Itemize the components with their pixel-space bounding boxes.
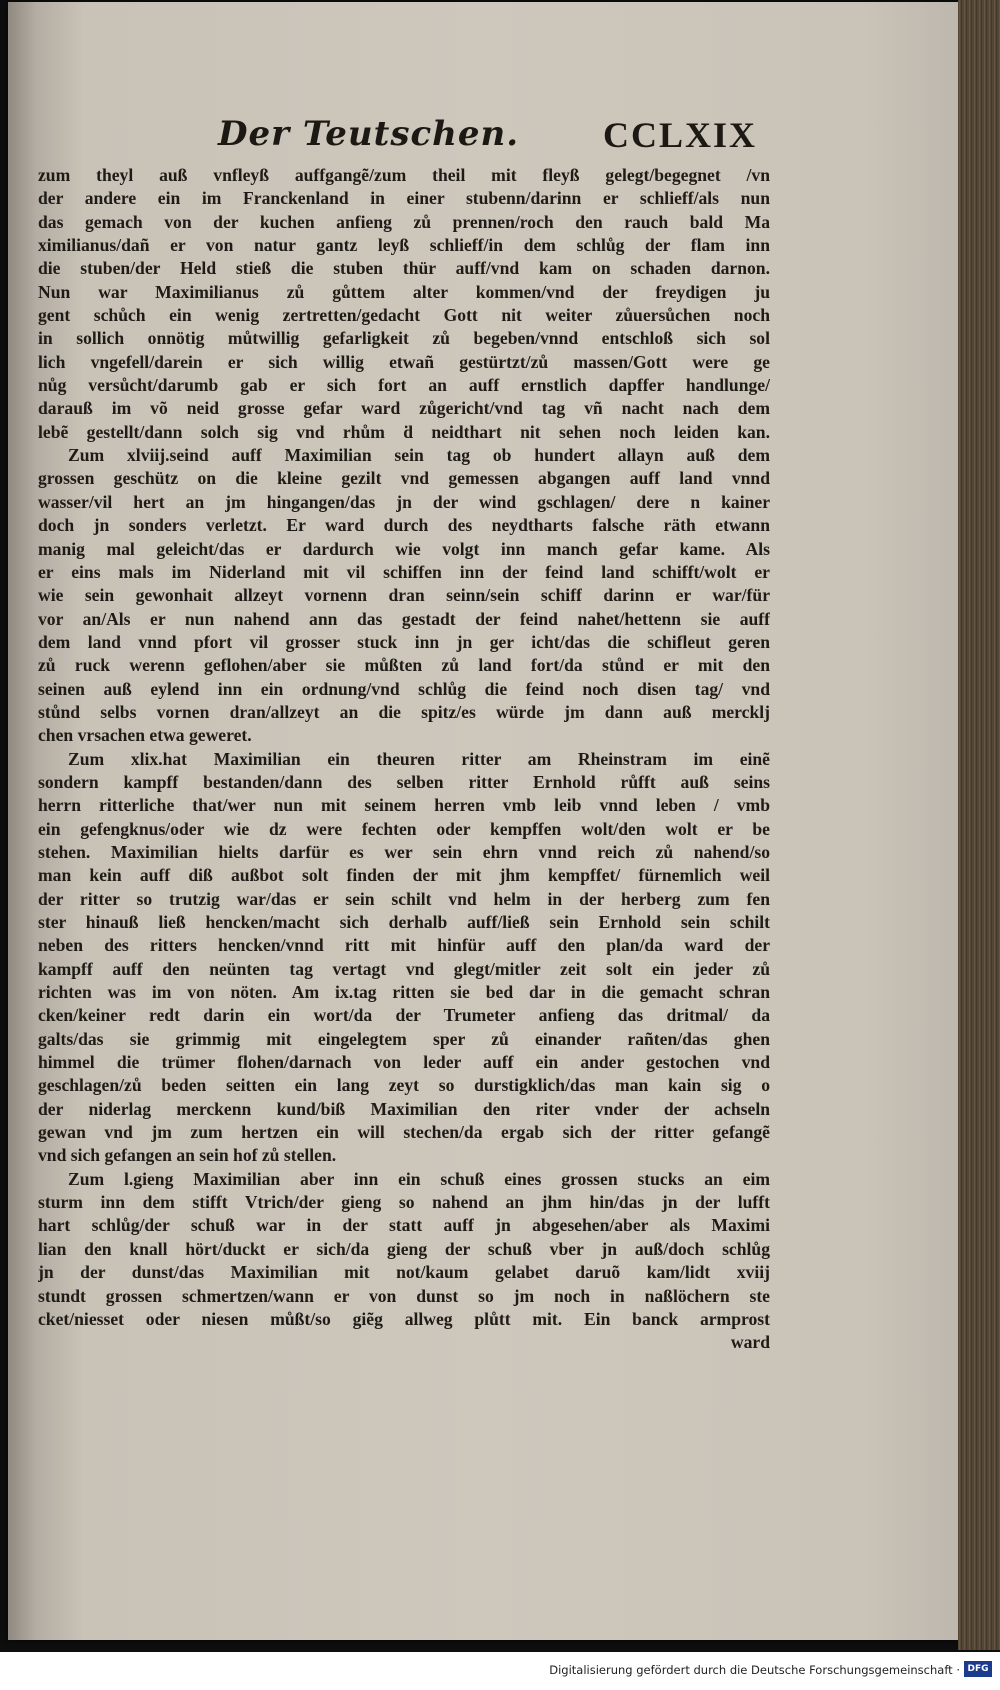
book-page — [8, 2, 958, 1640]
text-line: das gemach von der kuchen anfieng zů prennen/roch den rauch bald Ma — [38, 211, 770, 232]
text-line: grossen geschütz on die kleine gezilt vnd gemessen abgangen auff land vnnd — [38, 468, 770, 489]
text-line: nůg versůcht/darumb gab er sich fort an auff ernstlich dapffer handlunge/ — [38, 375, 770, 396]
text-line: kampff auff den neünten tag vertagt vnd glegt/mitler zeit solt ein jeder zů — [38, 958, 770, 979]
text-line: der ritter so trutzig war/das er sein schilt vnd helm in der herberg zum fen — [38, 888, 770, 909]
text-line: ximilianus/dañ er von natur gantz leyß schlieff/in dem schlůg der flam inn — [38, 235, 770, 256]
text-line: vnd sich gefangen an sein hof zů stellen. — [38, 1145, 337, 1166]
book-edge — [958, 0, 1000, 1650]
folio-number: CCLXIX — [603, 115, 758, 155]
text-line: neben des ritters hencken/vnnd ritt mit hinfür auff den plan/da ward der — [38, 935, 770, 956]
text-line: gewan vnd jm zum hertzen ein will stechen/da ergab sich der ritter gefangẽ — [38, 1122, 770, 1143]
text-line: richten was im von nöten. Am ix.tag ritten sie bed dar in die gemacht schran — [38, 982, 770, 1003]
footer-bar — [0, 1652, 1000, 1690]
text-line: geschlagen/zů beden seitten ein lang zeyt so durstigklich/das man kain sig o — [38, 1075, 770, 1096]
text-line: sturm inn dem stifft Vtrich/der gieng so nahend an jhm hin/das jn der lufft — [38, 1192, 770, 1213]
text-line: stůnd selbs vornen dran/allzeyt an die spitz/es würde jm dann auß mercklj — [38, 701, 770, 722]
footer-credit: Digitalisierung gefördert durch die Deutsche Forschungsgemeinschaft · — [549, 1663, 960, 1677]
text-line: herrn ritterliche that/wer nun mit seinem herren vmb leib vnnd leben / vmb — [38, 795, 770, 816]
text-line: Zum xlix.hat Maximilian ein theuren ritter am Rheinstram im einẽ — [68, 748, 770, 769]
text-line: seinen auß eylend inn ein ordnung/vnd schlůg die feind noch disen tag/ vnd — [38, 678, 770, 699]
text-line: dem land vnnd pfort vil grosser stuck inn jn ger icht/das die schifleut geren — [38, 631, 770, 652]
text-line: jn der dunst/das Maximilian mit not/kaum gelabet daruõ kam/lidt xviij — [38, 1262, 770, 1283]
text-line: Zum l.gieng Maximilian aber inn ein schuß eines grossen stucks an eim — [68, 1168, 770, 1189]
text-line: man kein auff diß außbot solt finden der mit jhm kempffet/ fürnemlich weil — [38, 865, 770, 886]
dfg-logo: DFG — [964, 1661, 992, 1677]
text-line: der niderlag merckenn kund/biß Maximilian den riter vnder der achseln — [38, 1098, 770, 1119]
text-line: darauß im võ neid grosse gefar ward zůgericht/vnd tag vñ nacht nach dem — [38, 398, 770, 419]
text-line: wie sein gewonhait allzeyt vornenn dran seinn/sein schiff darinn er war/für — [38, 585, 770, 606]
text-line: manig mal geleicht/das er dardurch wie volgt inn manch gefar kame. Als — [38, 538, 770, 559]
text-line: gent schůch ein wenig zertretten/gedacht Gott nit weiter zůuersůchen noch — [38, 305, 770, 326]
text-line: die stuben/der Held stieß die stuben thür auff/vnd kam on schaden darnon. — [38, 258, 770, 279]
text-line: vor an/Als er nun nahend ann das gestadt der feind nahet/hettenn sie auff — [38, 608, 770, 629]
text-line: zů ruck werenn geflohen/aber sie můßten zů land fort/da stůnd er mit den — [38, 655, 770, 676]
text-line: chen vrsachen etwa geweret. — [38, 725, 252, 746]
text-line: wasser/vil hert an jm hingangen/das jn der wind gschlagen/ dere n kainer — [38, 491, 770, 512]
text-line: himmel die trümer flohen/darnach von leder auff ein ander gestochen vnd — [38, 1052, 770, 1073]
text-line: ein gefengknus/oder wie dz were fechten oder kempffen wolt/den wolt er be — [38, 818, 770, 839]
text-line: lian den knall hört/duckt er sich/da gieng der schuß vber jn auß/doch schlůg — [38, 1238, 770, 1259]
text-line: Zum xlviij.seind auff Maximilian sein tag ob hundert allayn auß dem — [68, 445, 770, 466]
text-line: er eins mals im Niderland mit vil schiffen inn der feind land schifft/wolt er — [38, 561, 770, 582]
text-line: doch jn sonders verletzt. Er ward durch des neydtharts falsche räth etwann — [38, 515, 770, 536]
text-line: galts/das sie grimmig mit eingelegtem sper zů einander rañten/das ghen — [38, 1028, 770, 1049]
catchword: ward — [730, 1332, 770, 1353]
text-line: ster hinauß ließ hencken/macht sich derhalb auff/ließ sein Ernhold sein schilt — [38, 912, 770, 932]
text-line: hart schlůg/der schuß war in der statt auff jn abgesehen/aber als Maximi — [38, 1215, 770, 1236]
text-line: in sollich onnötig můtwillig gefarligkeit zů begeben/vnnd entschloß sich sol — [38, 328, 770, 349]
running-title: Der Teutschen. — [218, 114, 520, 154]
text-line: cken/keiner redt darin ein wort/da der Trumeter anfieng das dritmal/ da — [38, 1005, 770, 1026]
text-line: Nun war Maximilianus zů gůttem alter kommen/vnd der freydigen ju — [38, 281, 770, 302]
text-line: stehen. Maximilian hielts darfür es wer sein ehrn vnnd reich zů nahend/so — [38, 841, 770, 862]
text-line: zum theyl auß vnfleyß auffgangẽ/zum theil mit fleyß gelegt/begegnet /vn — [38, 165, 770, 185]
text-line: stundt grossen schmertzen/wann er von dunst so jm noch in naßlöchern ste — [38, 1285, 770, 1306]
text-block — [38, 164, 770, 1355]
text-line: lich vngefell/darein er sich willig etwañ gestürtzt/zů massen/Gott were ge — [38, 351, 770, 372]
text-line: sondern kampff bestanden/dann des selben ritter Ernhold růfft auß seins — [38, 771, 770, 792]
text-line: lebẽ gestellt/dann solch sig vnd rhům ḋ neidthart nit sehen noch leiden kan. — [38, 421, 770, 442]
text-line: cket/niesset oder niesen můßt/so giẽg allweg plůtt mit. Ein banck armprost — [38, 1308, 770, 1329]
text-line: der andere ein im Franckenland in einer stubenn/darinn er schlieff/als nun — [38, 188, 770, 209]
